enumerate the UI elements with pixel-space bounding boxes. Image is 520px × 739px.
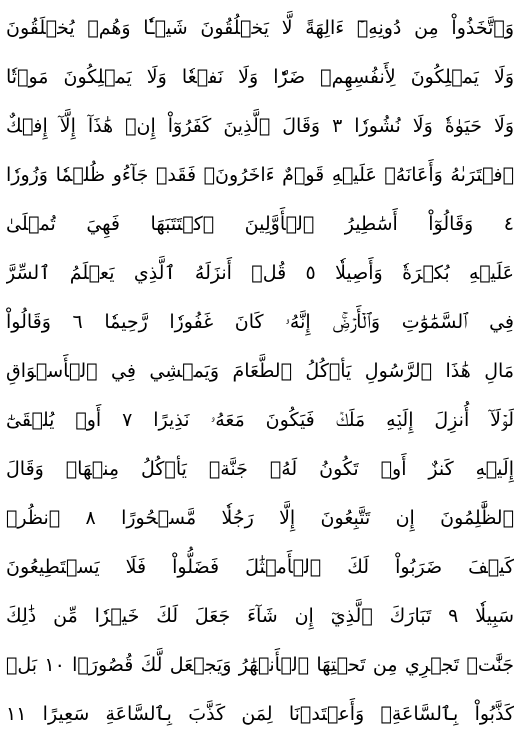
line-text: كَذَّبُواْ بِٱلسَّاعَةِۖ وَأَعۡتَدۡنَا لِمَن كَذَّبَ بِٱلسَّاعَةِ سَعِيرًا ١١ <box>6 703 514 725</box>
text-line-13 <box>6 592 514 641</box>
line-text: عَلَيۡهِ بُكۡرَةٗ وَأَصِيلٗا ٥ قُلۡ أَنزَلَهُ ٱلَّذِي يَعۡلَمُ ٱلسِّرَّ <box>6 262 514 284</box>
text-line-10 <box>6 445 514 494</box>
line-text: ٤ وَقَالُوٓاْ أَسَٰطِيرُ ٱلۡأَوَّلِينَ ٱكۡتَتَبَهَا فَهِيَ تُمۡلَىٰ <box>6 213 514 235</box>
text-line-7 <box>6 298 514 347</box>
text-line-12 <box>6 543 514 592</box>
line-text: ٱفۡتَرَىٰهُ وَأَعَانَهُۥ عَلَيۡهِ قَوۡمٌ ءَاخَرُونَۖ فَقَدۡ جَآءُو ظُلۡمٗا وَزُورٗا <box>6 164 514 186</box>
text-line-4 <box>6 151 514 200</box>
verse-text-block <box>6 4 514 739</box>
line-text: إِلَيۡهِ كَنزٌ أَوۡ تَكُونُ لَهُۥ جَنَّةٞ يَأۡكُلُ مِنۡهَاۚ وَقَالَ <box>6 458 514 480</box>
text-line-6 <box>6 249 514 298</box>
line-text: وَلَا يَمۡلِكُونَ لِأَنفُسِهِمۡ ضَرّٗا وَلَا نَفۡعٗا وَلَا يَمۡلِكُونَ مَوۡتٗا <box>6 66 514 88</box>
text-line-2 <box>6 53 514 102</box>
line-text: ٱلظَّٰلِمُونَ إِن تَتَّبِعُونَ إِلَّا رَجُلٗا مَّسۡحُورًا ٨ ٱنظُرۡ <box>6 507 514 529</box>
text-line-1 <box>6 4 514 53</box>
text-line-5 <box>6 200 514 249</box>
text-line-8 <box>6 347 514 396</box>
line-text: وَلَا حَيَوٰةٗ وَلَا نُشُورٗا ٣ وَقَالَ ٱلَّذِينَ كَفَرُوٓاْ إِنۡ هَٰذَآ إِلَّآ إِفۡكٌ <box>6 115 514 137</box>
line-text: وَٱتَّخَذُواْ مِن دُونِهِۦٓ ءَالِهَةً لَّا يَخۡلُقُونَ شَيۡـٔٗا وَهُمۡ يُخۡلَقُونَ <box>6 17 514 39</box>
text-line-14 <box>6 641 514 690</box>
line-text: مَالِ هَٰذَا ٱلرَّسُولِ يَأۡكُلُ ٱلطَّعَامَ وَيَمۡشِي فِي ٱلۡأَسۡوَاقِ <box>6 360 514 382</box>
text-line-11 <box>6 494 514 543</box>
line-text: لَوۡلَآ أُنزِلَ إِلَيۡهِ مَلَكٞ فَيَكُونَ مَعَهُۥ نَذِيرًا ٧ أَوۡ يُلۡقَىٰٓ <box>6 409 514 431</box>
line-text: جَنَّٰتٖ تَجۡرِي مِن تَحۡتِهَا ٱلۡأَنۡهَٰرُ وَيَجۡعَل لَّكَ قُصُورَۢا ١٠ بَلۡ <box>6 654 514 676</box>
text-line-3 <box>6 102 514 151</box>
text-line-15 <box>6 690 514 739</box>
line-text: كَيۡفَ ضَرَبُواْ لَكَ ٱلۡأَمۡثَٰلَ فَضَلُّواْ فَلَا يَسۡتَطِيعُونَ <box>6 556 514 578</box>
line-text: فِي ٱلسَّمَٰوَٰتِ وَٱلۡأَرۡضِۚ إِنَّهُۥ كَانَ غَفُورٗا رَّحِيمٗا ٦ وَقَالُواْ <box>6 311 514 333</box>
line-text: سَبِيلٗا ٩ تَبَارَكَ ٱلَّذِيٓ إِن شَآءَ جَعَلَ لَكَ خَيۡرٗا مِّن ذَٰلِكَ <box>6 605 514 627</box>
text-line-9 <box>6 396 514 445</box>
